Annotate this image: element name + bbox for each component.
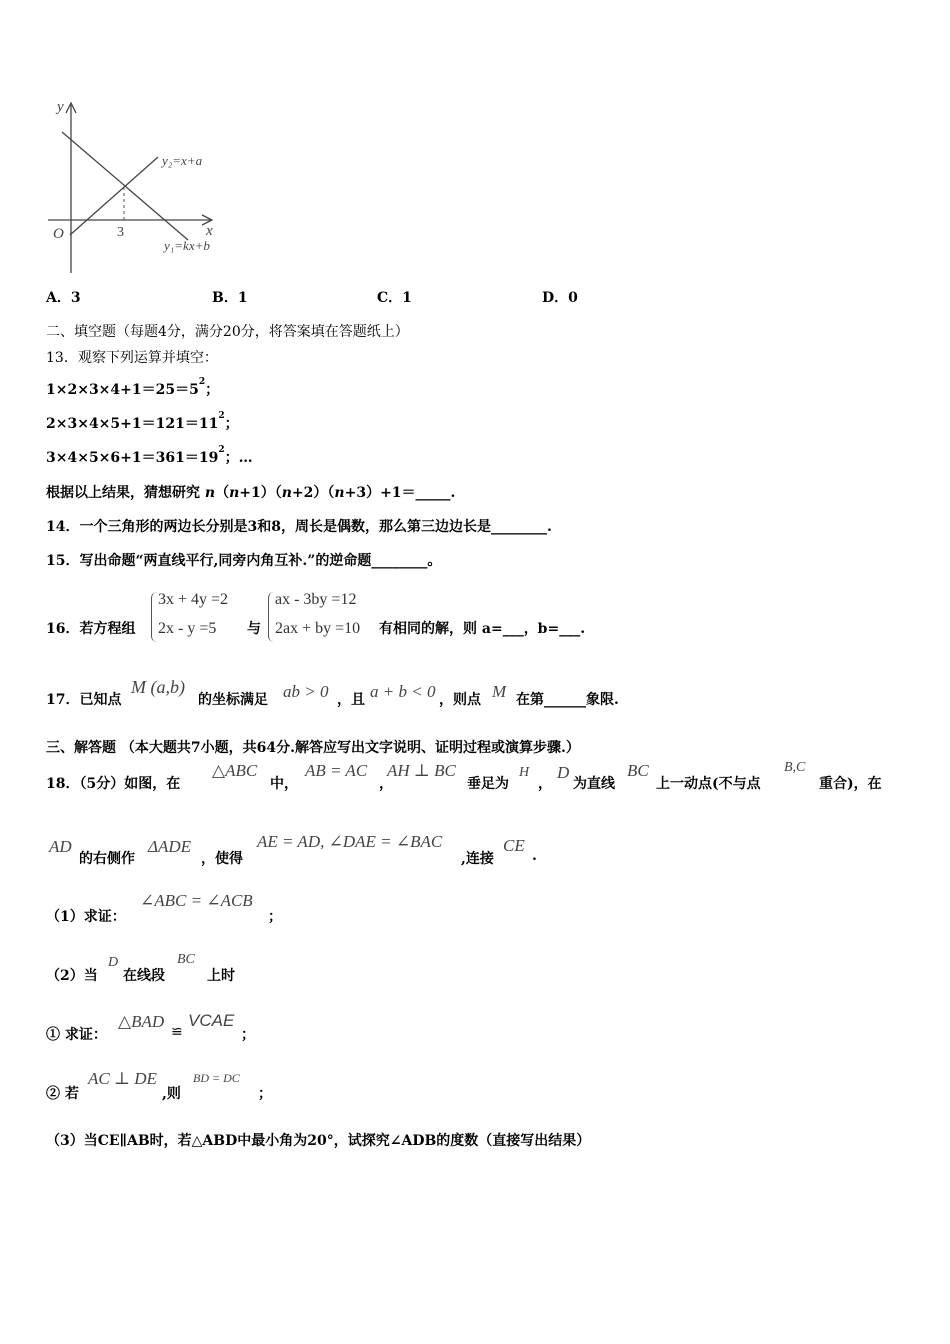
q17-m: M [492,682,507,701]
section3-title: 三、解答题 （本大题共7小题，共64分.解答应写出文字说明、证明过程或演算步骤.） [46,740,580,756]
q18-l2-ce: CE [503,836,525,855]
q18-bc-points: B,C [784,760,806,775]
answer-blank: ______ [544,692,586,708]
y-axis-label: y [57,99,64,115]
q18-c1-tri2: VCAE [188,1011,235,1030]
q13-term: +2）（ [291,485,335,501]
q18-c2-eq: AC ⊥ DE [88,1069,157,1088]
q18-part1-end: ； [268,909,282,925]
q18-t4: ， [538,776,552,792]
q18-c1-tri1: △BAD [118,1012,165,1031]
q16-suffix-text: 有相同的解，则 a= [379,621,503,637]
choice-letter: D． [542,290,569,306]
q18-l2-eq: AE = AD, ∠DAE = ∠BAC [257,832,443,851]
q16-prefix: 16．若方程组 [46,621,136,637]
line-y1 [62,132,188,240]
q18-part2-label: （2）当 [46,968,98,984]
q18-triangle: △ABC [212,761,258,780]
q18-eq2: AH ⊥ BC [387,761,456,780]
q13-line1 [46,379,219,399]
q18-l2-t1: 的右侧作 [79,851,135,867]
var-n: n [334,485,345,501]
q17-rest [516,689,619,709]
q18-l2-t2: ，使得 [201,851,243,867]
q18-t7: 重合)，在 [819,776,882,792]
q17-t3: ，则点 [439,692,481,708]
q13-stem: 13．观察下列运算并填空： [46,350,218,366]
q13-line2-text: 2×3×4×5+1＝121＝11 [46,416,219,432]
line2-label: y₂=x+a [162,153,203,168]
choice-value: 3 [70,290,81,306]
system1-eq2: 2x - y =5 [158,620,217,637]
q18-t6: 上一动点(不与点 [656,776,761,792]
choice-b [212,287,248,307]
choice-value: 1 [402,290,412,306]
var-n: n [229,485,240,501]
var-n: n [281,485,292,501]
q18-l2-tri: ΔADE [148,837,192,856]
q13-term: +1）（ [239,485,282,501]
q18-part2-bc: BC [177,952,195,967]
q17-prefix: 17．已知点 [46,692,122,708]
q18-t1: 中， [270,776,298,792]
q18-c2-label: ② 若 [46,1086,79,1102]
q14-end: . [546,519,552,535]
q18-c2-t1: ,则 [162,1086,181,1102]
system1-eq1: 3x + 4y =2 [158,591,229,608]
q18-c1-cong: ≌ [171,1024,183,1040]
q13-line3-text: 3×4×5×6+1＝361＝19 [46,450,219,466]
q18-c1-end: ； [241,1027,255,1043]
q17-cond2: a + b < 0 [370,682,436,701]
q18-ad: AD [49,837,72,856]
q13-guess-end: . [450,485,456,501]
x-axis-label: x [206,223,213,239]
answer-blank: ________ [371,553,428,569]
choice-a [46,287,81,307]
var-n: n [204,485,216,501]
q14-text: 14．一个三角形的两边长分别是3和8，周长是偶数，那么第三边边长是 [46,519,491,535]
line-y2 [70,157,158,235]
q18-bc: BC [627,761,649,780]
q18-c1-label: ① 求证： [46,1027,107,1043]
q13-term: +3）+1＝ [344,485,416,501]
q18-d: D [557,763,570,782]
q13-guess [46,482,455,502]
tick-3-label: 3 [117,225,124,240]
q18-part1-eq: ∠ABC = ∠ACB [140,891,253,910]
q18-t3: 垂足为 [467,776,509,792]
system2-brace [268,592,274,642]
q13-line3-exp: 2 [218,445,225,455]
choice-letter: C． [377,290,403,306]
q17-cond1: ab > 0 [283,682,329,701]
q18-l2-t3: ,连接 [461,851,494,867]
q13-line2 [46,413,239,433]
q16-middle: 与 [247,621,261,637]
q17-point: M (a,b) [131,677,185,697]
q15-text: 15．写出命题“两直线平行,同旁内角互补.”的逆命题 [46,553,372,569]
q13-line2-exp: 2 [218,411,225,421]
choice-value: 0 [568,290,578,306]
q18-part1-label: （1）求证： [46,909,126,925]
q17-t2: ，且 [337,692,365,708]
choice-c [377,287,412,307]
q18-part3: （3）当CE∥AB时，若△ABD中最小角为20°，试探究∠ADB的度数（直接写出结果） [46,1133,591,1149]
q14 [46,516,552,536]
q13-paren: （ [215,485,230,501]
q18-part2-t1: 在线段 [123,968,165,984]
q18-h: H [519,765,530,780]
q13-line3-end: ；… [224,450,253,466]
system2-eq1: ax - 3by =12 [275,591,357,608]
choice-letter: B． [212,290,238,306]
q13-line2-end: ； [224,416,239,432]
q18-t2: ， [379,776,393,792]
line1-label: y₁=kx+b [164,238,210,253]
q16-suffix [379,618,585,638]
q16-end: . [580,621,586,637]
answer-blank: ________ [490,519,547,535]
q18-num: 18．（5分）如图，在 [46,776,181,792]
section2-title: 二、填空题（每题4分，满分20分，将答案填在答题纸上） [46,324,409,340]
q13-line1-exp: 2 [198,377,206,387]
q13-guess-prefix: 根据以上结果，猜想研究 [46,485,200,501]
q18-c2-ans: BD = DC [193,1071,240,1085]
q18-eq1: AB = AC [305,761,368,780]
q15-end: 。 [427,553,442,569]
q13-line1-end: ； [205,382,220,398]
answer-blank: ___ [559,621,581,637]
q18-c2-end: ； [258,1086,272,1102]
q13-line3 [46,447,253,467]
q15 [46,550,441,570]
q18-part2-d: D [108,955,119,970]
q17-t5: 象限. [586,692,619,708]
q17-t4: 在第 [516,692,544,708]
answer-blank: _____ [415,485,451,501]
q13-line1-text: 1×2×3×4+1＝25＝5 [46,382,199,398]
q18-t5: 为直线 [573,776,615,792]
origin-label: O [53,226,64,242]
choice-d [542,287,578,307]
q18-l2-end: . [532,848,537,864]
system1-brace [151,592,157,642]
q18-part2-t2: 上时 [207,968,235,984]
system2-eq2: 2ax + by =10 [275,620,361,637]
choice-value: 1 [237,290,248,306]
function-graph [40,95,230,280]
q16-mid: ，b= [523,621,560,637]
q17-t1: 的坐标满足 [198,692,268,708]
answer-blank: ___ [502,621,524,637]
choice-letter: A． [46,290,71,306]
